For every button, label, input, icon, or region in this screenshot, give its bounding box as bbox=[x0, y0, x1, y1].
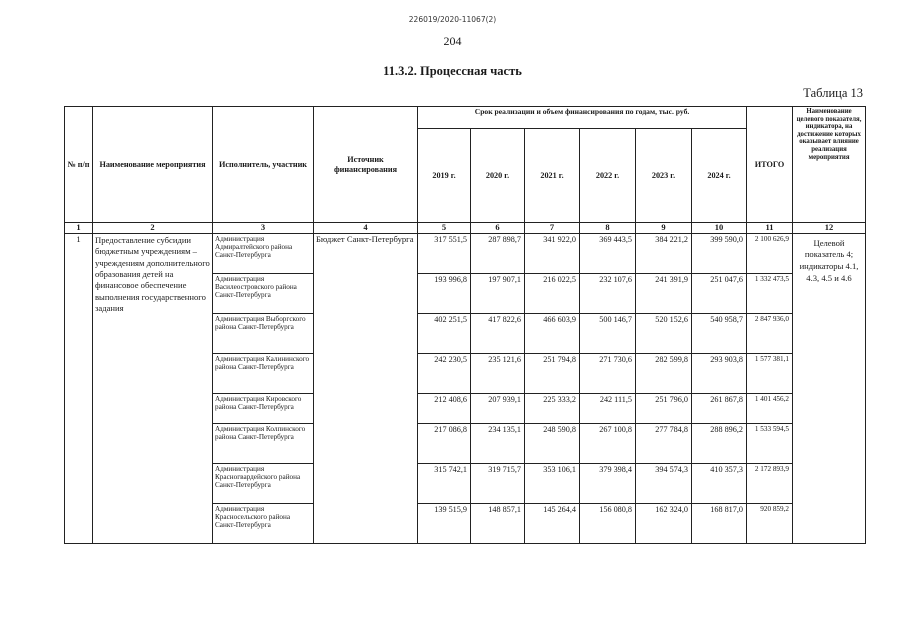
value-cell: 251 047,6 bbox=[692, 273, 747, 313]
activity-name: Предоставление субсидии бюджетным учреждениям – учреждениям дополнительного образования детей на финансовое обеспечение выполнения государственного задания bbox=[93, 233, 213, 543]
executor-cell: Администрация Выборгского района Санкт-Петербурга bbox=[213, 313, 314, 353]
value-cell: 315 742,1 bbox=[418, 463, 471, 503]
value-cell: 410 357,3 bbox=[692, 463, 747, 503]
executor-cell: Администрация Кировского района Санкт-Петербурга bbox=[213, 393, 314, 423]
value-cell: 282 599,8 bbox=[636, 353, 692, 393]
col-header-year: 2019 г. bbox=[418, 129, 471, 223]
value-cell: 207 939,1 bbox=[471, 393, 525, 423]
total-cell: 1 577 381,1 bbox=[747, 353, 793, 393]
value-cell: 217 086,8 bbox=[418, 423, 471, 463]
total-cell: 1 332 473,5 bbox=[747, 273, 793, 313]
value-cell: 288 896,2 bbox=[692, 423, 747, 463]
value-cell: 145 264,4 bbox=[525, 503, 580, 543]
value-cell: 212 408,6 bbox=[418, 393, 471, 423]
activity-number: 1 bbox=[65, 233, 93, 543]
value-cell: 251 794,8 bbox=[525, 353, 580, 393]
total-cell: 2 100 626,9 bbox=[747, 233, 793, 273]
column-number: 3 bbox=[213, 223, 314, 234]
column-number: 11 bbox=[747, 223, 793, 234]
executor-cell: Администрация Адмиралтейского района Санкт-Петербурга bbox=[213, 233, 314, 273]
col-header-period-group: Срок реализации и объем финансирования по годам, тыс. руб. bbox=[418, 107, 747, 129]
value-cell: 197 907,1 bbox=[471, 273, 525, 313]
value-cell: 232 107,6 bbox=[580, 273, 636, 313]
financing-source: Бюджет Санкт-Петербурга bbox=[314, 233, 418, 543]
value-cell: 353 106,1 bbox=[525, 463, 580, 503]
executor-cell: Администрация Калининского района Санкт-Петербурга bbox=[213, 353, 314, 393]
column-number: 9 bbox=[636, 223, 692, 234]
executor-cell: Администрация Красносельского района Санкт-Петербурга bbox=[213, 503, 314, 543]
value-cell: 248 590,8 bbox=[525, 423, 580, 463]
column-number: 7 bbox=[525, 223, 580, 234]
value-cell: 500 146,7 bbox=[580, 313, 636, 353]
executor-cell: Администрация Красногвардейского района Санкт-Петербурга bbox=[213, 463, 314, 503]
col-header-total: ИТОГО bbox=[747, 107, 793, 223]
total-cell: 1 533 594,5 bbox=[747, 423, 793, 463]
value-cell: 234 135,1 bbox=[471, 423, 525, 463]
value-cell: 384 221,2 bbox=[636, 233, 692, 273]
document-id: 226019/2020-11067(2) bbox=[408, 15, 497, 24]
col-header-year: 2021 г. bbox=[525, 129, 580, 223]
table-label: Таблица 13 bbox=[803, 86, 863, 100]
value-cell: 341 922,0 bbox=[525, 233, 580, 273]
col-header-year: 2023 г. bbox=[636, 129, 692, 223]
value-cell: 242 111,5 bbox=[580, 393, 636, 423]
value-cell: 466 603,9 bbox=[525, 313, 580, 353]
value-cell: 277 784,8 bbox=[636, 423, 692, 463]
value-cell: 319 715,7 bbox=[471, 463, 525, 503]
value-cell: 267 100,8 bbox=[580, 423, 636, 463]
value-cell: 402 251,5 bbox=[418, 313, 471, 353]
column-number: 10 bbox=[692, 223, 747, 234]
column-number: 12 bbox=[793, 223, 866, 234]
column-number: 8 bbox=[580, 223, 636, 234]
value-cell: 394 574,3 bbox=[636, 463, 692, 503]
col-header-year: 2020 г. bbox=[471, 129, 525, 223]
column-number: 6 bbox=[471, 223, 525, 234]
column-number: 2 bbox=[93, 223, 213, 234]
value-cell: 241 391,9 bbox=[636, 273, 692, 313]
executor-cell: Администрация Василеостровского района Санкт-Петербурга bbox=[213, 273, 314, 313]
value-cell: 369 443,5 bbox=[580, 233, 636, 273]
total-cell: 2 847 936,0 bbox=[747, 313, 793, 353]
col-header-num: № п/п bbox=[65, 107, 93, 223]
executor-cell: Администрация Колпинского района Санкт-Петербурга bbox=[213, 423, 314, 463]
total-cell: 2 172 893,9 bbox=[747, 463, 793, 503]
value-cell: 293 903,8 bbox=[692, 353, 747, 393]
total-cell: 920 859,2 bbox=[747, 503, 793, 543]
col-header-target: Наименование целевого показателя, индикатора, на достижение которых оказывает влияние реализация мероприятия bbox=[793, 107, 866, 223]
value-cell: 317 551,5 bbox=[418, 233, 471, 273]
value-cell: 251 796,0 bbox=[636, 393, 692, 423]
total-cell: 1 401 456,2 bbox=[747, 393, 793, 423]
value-cell: 139 515,9 bbox=[418, 503, 471, 543]
value-cell: 216 022,5 bbox=[525, 273, 580, 313]
column-number: 1 bbox=[65, 223, 93, 234]
value-cell: 417 822,6 bbox=[471, 313, 525, 353]
value-cell: 379 398,4 bbox=[580, 463, 636, 503]
table-row bbox=[65, 233, 866, 273]
target-indicator: Целевой показатель 4; индикаторы 4.1, 4.3, 4.5 и 4.6 bbox=[793, 233, 866, 543]
section-title: 11.3.2. Процессная часть bbox=[383, 64, 522, 78]
value-cell: 287 898,7 bbox=[471, 233, 525, 273]
value-cell: 225 333,2 bbox=[525, 393, 580, 423]
value-cell: 148 857,1 bbox=[471, 503, 525, 543]
value-cell: 399 590,0 bbox=[692, 233, 747, 273]
value-cell: 520 152,6 bbox=[636, 313, 692, 353]
financing-table bbox=[64, 106, 866, 544]
column-number: 4 bbox=[314, 223, 418, 234]
page-number: 204 bbox=[443, 34, 462, 48]
column-number: 5 bbox=[418, 223, 471, 234]
value-cell: 235 121,6 bbox=[471, 353, 525, 393]
col-header-year: 2024 г. bbox=[692, 129, 747, 223]
col-header-name: Наименование мероприятия bbox=[93, 107, 213, 223]
col-header-source: Источник финансирования bbox=[314, 107, 418, 223]
col-header-year: 2022 г. bbox=[580, 129, 636, 223]
value-cell: 193 996,8 bbox=[418, 273, 471, 313]
col-header-executor: Исполнитель, участник bbox=[213, 107, 314, 223]
value-cell: 156 080,8 bbox=[580, 503, 636, 543]
value-cell: 271 730,6 bbox=[580, 353, 636, 393]
value-cell: 162 324,0 bbox=[636, 503, 692, 543]
value-cell: 261 867,8 bbox=[692, 393, 747, 423]
value-cell: 168 817,0 bbox=[692, 503, 747, 543]
column-number-row bbox=[65, 223, 866, 234]
value-cell: 540 958,7 bbox=[692, 313, 747, 353]
value-cell: 242 230,5 bbox=[418, 353, 471, 393]
